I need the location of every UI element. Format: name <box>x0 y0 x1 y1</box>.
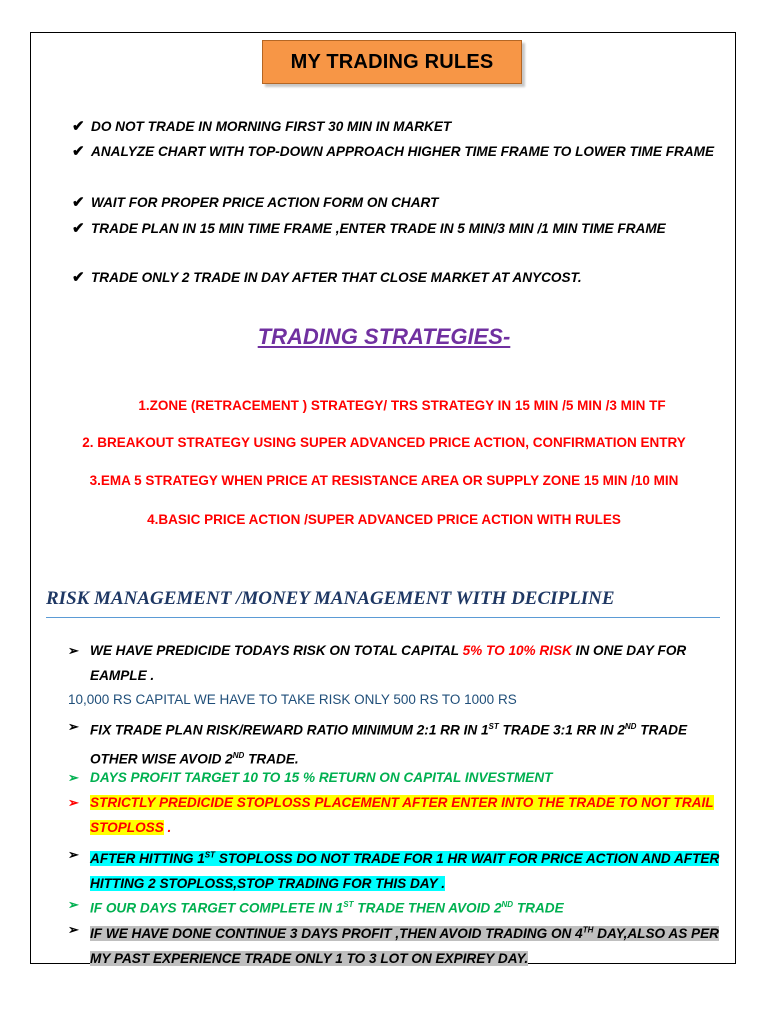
strategy-item: 2. BREAKOUT STRATEGY USING SUPER ADVANCED PRICE ACTION, CONFIRMATION ENTRY <box>82 435 686 450</box>
check-icon: ✔ <box>72 143 85 160</box>
strategies-heading: TRADING STRATEGIES- <box>257 324 511 349</box>
risk-text: IN ONE DAY FOR EAMPLE . <box>90 643 687 683</box>
rule-item <box>72 114 722 139</box>
arrow-bullet-icon: ➢ <box>68 922 79 937</box>
check-icon: ✔ <box>72 118 85 135</box>
risk-text: . <box>163 820 172 835</box>
risk-text: DAY,ALSO AS PER MY PAST EXPERIENCE TRADE ONLY 1 TO 3 LOT ON EXPIREY DAY. <box>90 925 720 966</box>
rule-item <box>72 190 722 215</box>
rule-text: WAIT FOR PROPER PRICE ACTION FORM ON CHART <box>91 195 439 210</box>
risk-item <box>68 714 728 771</box>
arrow-bullet-icon: ➢ <box>68 770 79 785</box>
risk-text: TRADE OTHER WISE AVOID 2 <box>90 722 688 767</box>
rule-item <box>72 216 722 241</box>
risk-item <box>68 638 728 688</box>
arrow-bullet-icon: ➢ <box>68 643 79 658</box>
risk-item <box>68 842 728 896</box>
arrow-bullet-icon: ➢ <box>68 847 79 862</box>
risk-item <box>68 765 728 790</box>
risk-text: TRADE <box>513 900 564 916</box>
risk-text: IF OUR DAYS TARGET COMPLETE IN 1 <box>90 900 344 916</box>
strategy-item: 4.BASIC PRICE ACTION /SUPER ADVANCED PRICE ACTION WITH RULES <box>147 512 621 527</box>
risk-text: IF WE HAVE DONE CONTINUE 3 DAYS PROFIT ,THEN AVOID TRADING ON 4 <box>90 925 583 941</box>
risk-item <box>68 917 728 971</box>
page-title: MY TRADING RULES <box>290 50 494 73</box>
check-icon: ✔ <box>72 220 85 237</box>
arrow-bullet-icon: ➢ <box>68 719 79 734</box>
title-box <box>262 40 522 84</box>
arrow-bullet-icon: ➢ <box>68 795 79 810</box>
rule-text: TRADE PLAN IN 15 MIN TIME FRAME ,ENTER TRADE IN 5 MIN/3 MIN /1 MIN TIME FRAME <box>91 221 666 236</box>
risk-text: STRICTLY PREDICIDE STOPLOSS PLACEMENT AFTER ENTER INTO THE TRADE TO NOT TRAIL STOPLOSS <box>90 795 714 835</box>
risk-text: TRADE. <box>244 751 299 767</box>
rule-item <box>72 265 722 290</box>
heading-underline <box>46 617 720 618</box>
risk-text: TRADE THEN AVOID 2 <box>353 900 502 916</box>
risk-item <box>68 790 728 840</box>
rule-text: TRADE ONLY 2 TRADE IN DAY AFTER THAT CLOSE MARKET AT ANYCOST. <box>91 270 582 285</box>
risk-text: STOPLOSS DO NOT TRADE FOR 1 HR WAIT FOR PRICE ACTION AND AFTER HITTING 2 STOPLOSS,STOP TRADING FOR THIS DAY . <box>90 850 720 891</box>
risk-text: DAYS PROFIT TARGET 10 TO 15 % RETURN ON CAPITAL INVESTMENT <box>90 770 553 785</box>
check-icon: ✔ <box>72 194 85 211</box>
superscript: ST <box>204 850 216 859</box>
superscript: ST <box>343 900 354 909</box>
risk-text: WE HAVE PREDICIDE TODAYS RISK ON TOTAL CAPITAL <box>90 643 463 658</box>
superscript: ND <box>624 722 637 731</box>
rule-item <box>72 139 722 164</box>
example-text: 10,000 RS CAPITAL WE HAVE TO TAKE RISK ONLY 500 RS TO 1000 RS <box>68 692 517 707</box>
superscript: ND <box>232 750 245 760</box>
risk-text: FIX TRADE PLAN RISK/REWARD RATIO MINIMUM 2:1 RR IN 1 <box>90 722 489 738</box>
rule-text: DO NOT TRADE IN MORNING FIRST 30 MIN IN MARKET <box>91 119 452 134</box>
risk-heading: RISK MANAGEMENT /MONEY MANAGEMENT WITH DECIPLINE <box>46 588 615 609</box>
strategy-item: 1.ZONE (RETRACEMENT ) STRATEGY/ TRS STRATEGY IN 15 MIN /5 MIN /3 MIN TF <box>138 398 666 413</box>
check-icon: ✔ <box>72 269 85 286</box>
risk-text: TRADE 3:1 RR IN 2 <box>498 722 625 738</box>
rule-text: ANALYZE CHART WITH TOP-DOWN APPROACH HIGHER TIME FRAME TO LOWER TIME FRAME <box>91 144 715 159</box>
arrow-bullet-icon: ➢ <box>68 897 79 912</box>
risk-highlight: 5% TO 10% RISK <box>462 643 572 658</box>
strategy-item: 3.EMA 5 STRATEGY WHEN PRICE AT RESISTANCE AREA OR SUPPLY ZONE 15 MIN /10 MIN <box>89 473 679 488</box>
superscript: TH <box>582 925 594 934</box>
superscript: ND <box>501 900 514 909</box>
superscript: ST <box>488 722 499 731</box>
risk-text: AFTER HITTING 1 <box>90 850 205 866</box>
